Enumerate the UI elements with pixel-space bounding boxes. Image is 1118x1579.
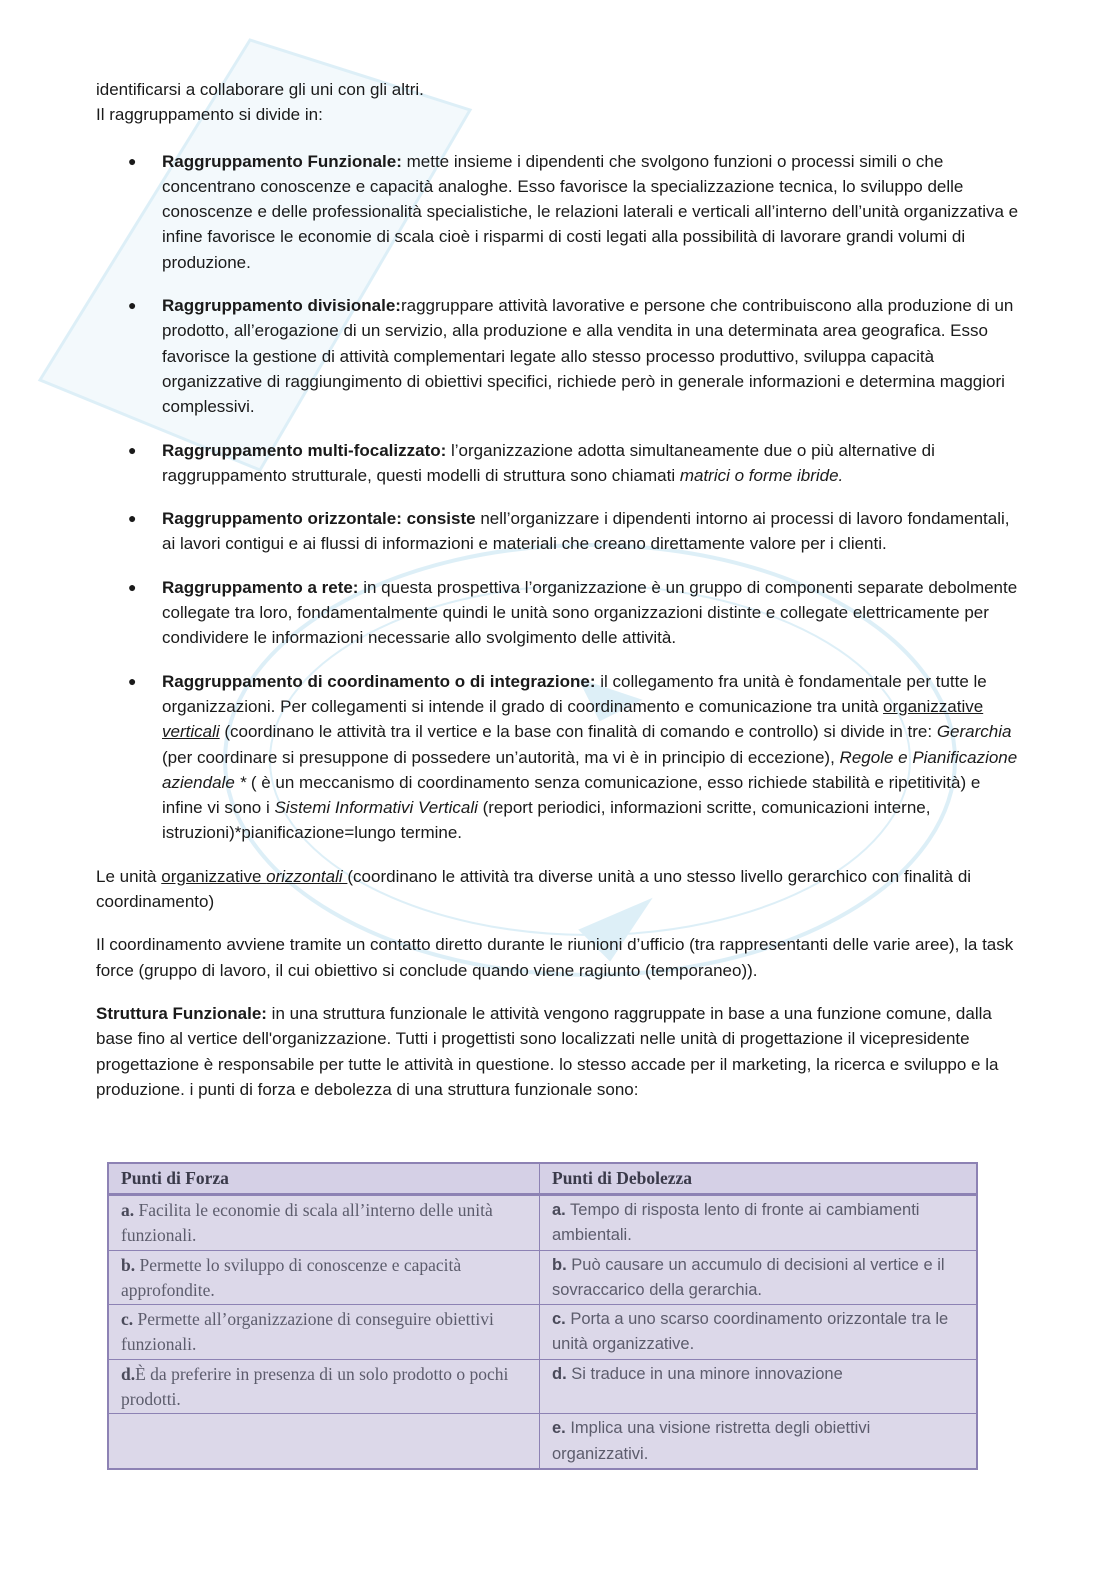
item-text: raggruppare attività lavorative e persone che contribuiscono alla produzione di un prodotto, all’erogazione di un servizio, alla produzione e alla vendita in una determinata area geografica. Esso favorisce la gestione di attività complementari legate allo stesso processo produttivo, sviluppa capacità organizzative di raggiungimento di obiettivi specifici, richiede però in generale informazioni e determina maggiori complessivi.: [162, 296, 1014, 417]
para-text: (coordinano le attività tra diverse unità a uno stesso livello gerarchico con finalità di coordinamento): [96, 866, 972, 912]
underlined-text: [161, 867, 347, 886]
cell-key: d.: [552, 1364, 567, 1383]
bullet-icon: ●: [128, 152, 137, 169]
table-row: [108, 1250, 977, 1305]
table-row: [108, 1414, 977, 1469]
underlined-word: organizzative: [161, 866, 267, 886]
cell-text: Tempo di risposta lento di fronte ai cambiamenti ambientali.: [552, 1201, 920, 1245]
cell-text: Porta a uno scarso coordinamento orizzontale tra le unità organizzative.: [552, 1310, 949, 1354]
item-title: Raggruppamento divisionale:: [162, 296, 401, 316]
item-text: mette insieme i dipendenti che svolgono funzioni o processi simili o che concentrano conoscenze e capacità analoghe. Esso favorisce la specializzazione tecnica, lo sviluppo delle conoscenze e delle professionalità specialistiche, le relazioni laterali e verticali all’interno dell’unità organizzativa e infine favorisce le economie di scala cioè i risparmi di costi legati alla possibilità di lavorare grandi volumi di produzione.: [162, 151, 1019, 272]
strengths-weaknesses-table: [107, 1162, 978, 1470]
underlined-italic: orizzontali: [266, 866, 348, 886]
paragraph-orizzontali: [96, 864, 1021, 915]
item-text: (per coordinare si presuppone di possedere un’autorità, ma vi è in principio di eccezione),: [162, 747, 840, 767]
item-text: l’organizzazione adotta simultaneamente due o più alternative di raggruppamento strutturale, questi modelli di struttura sono chiamati: [162, 440, 935, 485]
header-debolezza: Punti di Debolezza: [540, 1163, 978, 1195]
cell-text: Implica una visione ristretta degli obiettivi organizzativi.: [552, 1419, 871, 1463]
list-item: [96, 293, 1021, 419]
cell-forza: [108, 1250, 540, 1305]
item-italic: Regole e Pianificazione aziendale *: [162, 747, 1018, 792]
para-text: in una struttura funzionale le attività vengono raggruppate in base a una funzione comune, dalla base fino al vertice dell'organizzazione. Tutti i progettisti sono localizzati nelle unità di progettazione il vicepresidente progettazione è responsabile per tutte le attività in questione. lo stesso accade per il marketing, la ricerca e sviluppo e la produzione. i punti di forza e debolezza di una struttura funzionale sono:: [96, 1003, 999, 1099]
paragraph-struttura-funzionale: [96, 1001, 1021, 1102]
list-item: [96, 438, 1021, 489]
cell-key: e.: [552, 1419, 566, 1438]
cell-forza: [108, 1359, 540, 1414]
table-row: [108, 1195, 977, 1251]
cell-text: È da preferire in presenza di un solo prodotto o pochi prodotti.: [121, 1363, 509, 1410]
cell-debolezza: [540, 1305, 978, 1360]
cell-text: Permette lo sviluppo di conoscenze e capacità approfondite.: [121, 1254, 462, 1300]
list-item: [96, 669, 1021, 846]
cell-forza-empty: [108, 1414, 540, 1469]
bullet-icon: ●: [128, 672, 137, 689]
list-item: [96, 506, 1021, 557]
cell-text: Può causare un accumulo di decisioni al vertice e il sovraccarico della gerarchia.: [552, 1255, 945, 1299]
cell-key: c.: [552, 1310, 566, 1329]
cell-debolezza: [540, 1359, 978, 1414]
item-text: in questa prospettiva l’organizzazione è un gruppo di componenti separate debolmente collegate tra loro, fondamentalmente quindi le unità sono organizzazioni distinte e collegate elettricamente per condividere le informazioni necessarie allo svolgimento delle attività.: [162, 577, 1018, 648]
document-page: [96, 77, 1021, 1102]
paragraph-coordinamento: Il coordinamento avviene tramite un contatto diretto durante le riunioni d’ufficio (tra rappresentanti delle varie aree), la task force (gruppo di lavoro, il cui obiettivo si conclude quando viene ragiunto (temporaneo)).: [96, 935, 1014, 980]
intro-line-1: identificarsi a collaborare gli uni con gli altri.: [96, 80, 424, 99]
cell-key: c.: [121, 1309, 134, 1330]
para-text: Le unità: [96, 866, 162, 886]
cell-debolezza: [540, 1250, 978, 1305]
bullet-icon: ●: [128, 510, 137, 527]
cell-debolezza: [540, 1195, 978, 1251]
item-italic: Sistemi Informativi Verticali: [274, 798, 478, 818]
list-item: [96, 575, 1021, 651]
intro-line-2: Il raggruppamento si divide in:: [96, 105, 323, 125]
bullet-icon: ●: [128, 441, 137, 458]
cell-key: a.: [552, 1201, 566, 1219]
cell-key: d.: [121, 1363, 136, 1384]
para-title: Struttura Funzionale:: [96, 1003, 267, 1023]
grouping-list: [96, 149, 1021, 846]
list-item: [96, 149, 1021, 275]
cell-forza: [108, 1305, 540, 1360]
item-text: ( è un meccanismo di coordinamento senza comunicazione, esso richiede stabilità e ripetitività) e infine vi sono i: [162, 772, 981, 818]
item-italic: Gerarchia: [936, 722, 1012, 742]
header-forza: Punti di Forza: [108, 1163, 540, 1195]
underlined-word: organizzative: [883, 696, 984, 716]
bullet-icon: ●: [128, 297, 137, 314]
table-row: [108, 1305, 977, 1360]
table-header-row: [108, 1163, 977, 1195]
item-italic: matrici o forme ibride.: [679, 465, 844, 485]
cell-text: Facilita le economie di scala all’interno delle unità funzionali.: [121, 1200, 493, 1246]
cell-key: a.: [121, 1200, 135, 1220]
item-text: (report periodici, informazioni scritte, comunicazioni interne, istruzioni)*pianificazione=lungo termine.: [162, 798, 931, 843]
cell-text: Si traduce in una minore innovazione: [566, 1364, 843, 1383]
cell-key: b.: [552, 1255, 567, 1274]
item-title: Raggruppamento a rete:: [162, 577, 359, 597]
item-text: il collegamento fra unità è fondamentale per tutte le organizzazioni. Per collegamenti si intende il grado di coordinamento e comunicazione tra unità: [162, 671, 987, 716]
item-text: nell’organizzare i dipendenti intorno ai processi di lavoro fondamentali, ai lavori contigui e ai flussi di informazioni e materiali che creano direttamente valore per i clienti.: [162, 509, 1010, 554]
cell-forza: [108, 1195, 540, 1251]
cell-debolezza: [540, 1414, 978, 1469]
bullet-icon: ●: [128, 578, 137, 595]
table-row: [108, 1359, 977, 1414]
cell-key: b.: [121, 1254, 136, 1275]
item-title: Raggruppamento Funzionale:: [162, 151, 402, 171]
underlined-italic: verticali: [162, 722, 220, 742]
item-title: Raggruppamento multi-focalizzato:: [162, 440, 447, 460]
item-title: Raggruppamento di coordinamento o di integrazione:: [162, 671, 596, 691]
cell-text: Permette all’organizzazione di conseguire obiettivi funzionali.: [121, 1309, 494, 1355]
item-text: (coordinano le attività tra il vertice e la base con finalità di comando e controllo) si divide in tre:: [219, 722, 937, 742]
item-title: Raggruppamento orizzontale: consiste: [162, 509, 476, 529]
